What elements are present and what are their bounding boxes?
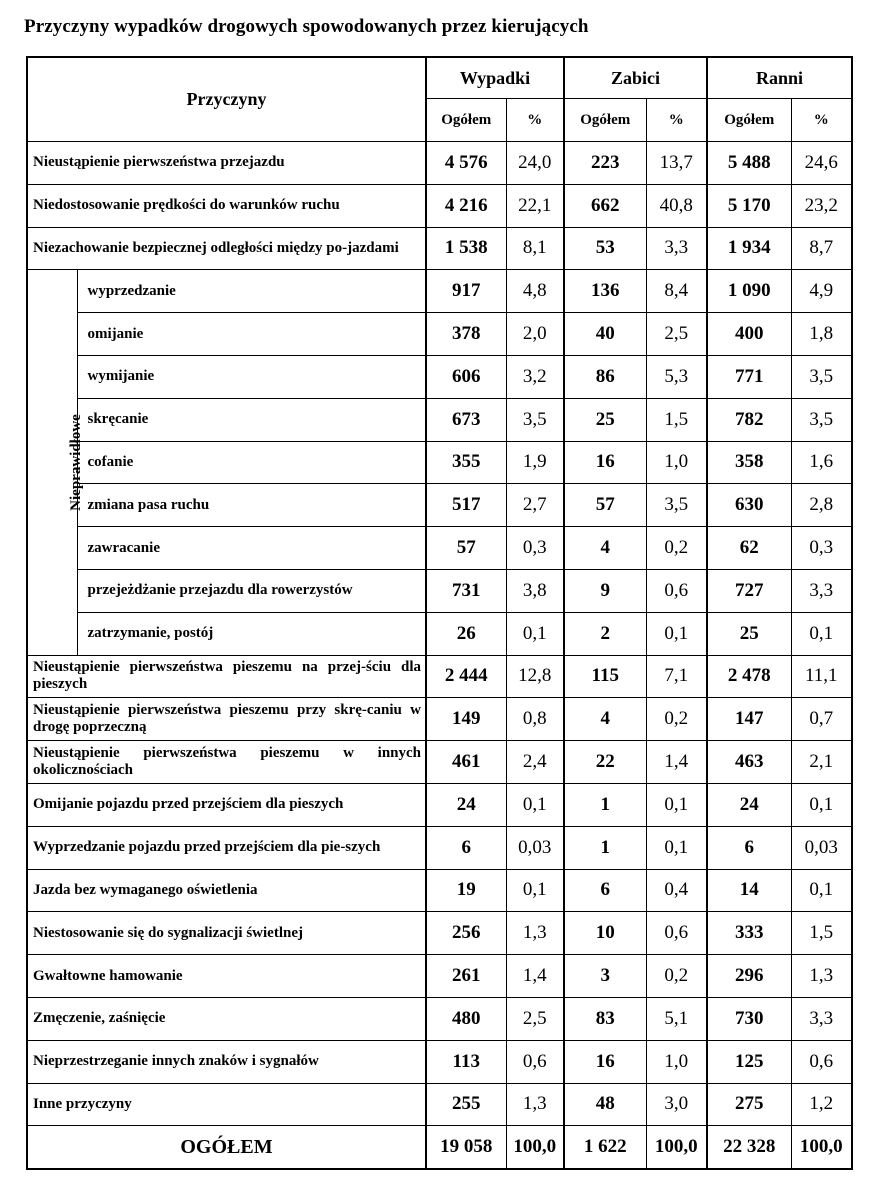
count-killed: 662 [564, 184, 646, 227]
pct-killed: 0,1 [646, 783, 707, 826]
pct-accidents: 22,1 [506, 184, 564, 227]
row-label: skręcanie [77, 398, 426, 441]
count-injured: 1 934 [707, 227, 791, 270]
row-label: wyprzedzanie [77, 270, 426, 313]
count-injured: 125 [707, 1040, 791, 1083]
pct-accidents: 0,6 [506, 1040, 564, 1083]
total-injured-pct: 100,0 [791, 1126, 852, 1170]
row-label: przejeżdżanie przejazdu dla rowerzystów [77, 569, 426, 612]
pct-accidents: 2,0 [506, 313, 564, 356]
pct-injured: 3,5 [791, 355, 852, 398]
pct-injured: 0,1 [791, 612, 852, 655]
count-killed: 86 [564, 355, 646, 398]
pct-injured: 2,8 [791, 484, 852, 527]
count-accidents: 4 576 [426, 142, 506, 185]
row-label: zmiana pasa ruchu [77, 484, 426, 527]
row-label: Nieustąpienie pierwszeństwa pieszemu na przej-ściu dla pieszych [27, 655, 426, 698]
pct-killed: 5,3 [646, 355, 707, 398]
count-injured: 463 [707, 741, 791, 784]
count-accidents: 149 [426, 698, 506, 741]
row-label: Gwałtowne hamowanie [27, 955, 426, 998]
count-injured: 24 [707, 783, 791, 826]
count-injured: 25 [707, 612, 791, 655]
pct-accidents: 2,4 [506, 741, 564, 784]
count-killed: 4 [564, 698, 646, 741]
pct-accidents: 3,5 [506, 398, 564, 441]
count-accidents: 26 [426, 612, 506, 655]
total-killed-pct: 100,0 [646, 1126, 707, 1170]
count-killed: 4 [564, 527, 646, 570]
pct-injured: 0,1 [791, 783, 852, 826]
count-injured: 5 488 [707, 142, 791, 185]
row-label: Niezachowanie bezpiecznej odległości między po-jazdami [27, 227, 426, 270]
pct-killed: 2,5 [646, 313, 707, 356]
total-accidents: 19 058 [426, 1126, 506, 1170]
count-accidents: 113 [426, 1040, 506, 1083]
count-killed: 6 [564, 869, 646, 912]
pct-killed: 3,5 [646, 484, 707, 527]
pct-injured: 4,9 [791, 270, 852, 313]
count-accidents: 673 [426, 398, 506, 441]
count-killed: 48 [564, 1083, 646, 1126]
pct-accidents: 12,8 [506, 655, 564, 698]
pct-injured: 1,8 [791, 313, 852, 356]
pct-accidents: 24,0 [506, 142, 564, 185]
pct-killed: 3,0 [646, 1083, 707, 1126]
count-accidents: 261 [426, 955, 506, 998]
pct-injured: 1,5 [791, 912, 852, 955]
row-label: Wyprzedzanie pojazdu przed przejściem dla pie-szych [27, 826, 426, 869]
table-row [27, 955, 852, 998]
count-injured: 630 [707, 484, 791, 527]
row-label: omijanie [77, 313, 426, 356]
count-killed: 22 [564, 741, 646, 784]
row-label: Niestosowanie się do sygnalizacji świetlnej [27, 912, 426, 955]
pct-accidents: 1,9 [506, 441, 564, 484]
header-sub-pct: % [791, 99, 852, 142]
count-injured: 296 [707, 955, 791, 998]
pct-killed: 1,0 [646, 441, 707, 484]
count-accidents: 255 [426, 1083, 506, 1126]
row-label: Nieustąpienie pierwszeństwa przejazdu [27, 142, 426, 185]
pct-injured: 8,7 [791, 227, 852, 270]
table-row [27, 783, 852, 826]
count-injured: 333 [707, 912, 791, 955]
count-injured: 782 [707, 398, 791, 441]
count-injured: 62 [707, 527, 791, 570]
count-killed: 16 [564, 1040, 646, 1083]
count-killed: 9 [564, 569, 646, 612]
row-label: Niedostosowanie prędkości do warunków ruchu [27, 184, 426, 227]
header-sub-pct: % [506, 99, 564, 142]
header-group-wypadki: Wypadki [426, 57, 564, 99]
count-accidents: 2 444 [426, 655, 506, 698]
pct-accidents: 0,1 [506, 869, 564, 912]
pct-killed: 0,6 [646, 569, 707, 612]
pct-accidents: 2,5 [506, 997, 564, 1040]
pct-killed: 1,0 [646, 1040, 707, 1083]
count-killed: 10 [564, 912, 646, 955]
count-killed: 57 [564, 484, 646, 527]
table-row [27, 698, 852, 741]
pct-killed: 40,8 [646, 184, 707, 227]
pct-injured: 1,3 [791, 955, 852, 998]
table-row [27, 569, 852, 612]
count-injured: 771 [707, 355, 791, 398]
pct-accidents: 1,4 [506, 955, 564, 998]
count-killed: 83 [564, 997, 646, 1040]
table-row [27, 441, 852, 484]
count-killed: 25 [564, 398, 646, 441]
count-accidents: 517 [426, 484, 506, 527]
pct-accidents: 3,2 [506, 355, 564, 398]
row-label: wymijanie [77, 355, 426, 398]
count-injured: 6 [707, 826, 791, 869]
count-killed: 3 [564, 955, 646, 998]
pct-accidents: 1,3 [506, 1083, 564, 1126]
count-injured: 358 [707, 441, 791, 484]
count-killed: 2 [564, 612, 646, 655]
header-sub-pct: % [646, 99, 707, 142]
pct-killed: 1,5 [646, 398, 707, 441]
header-sub-total: Ogółem [426, 99, 506, 142]
accident-causes-table [26, 56, 853, 1170]
count-accidents: 19 [426, 869, 506, 912]
pct-injured: 0,6 [791, 1040, 852, 1083]
table-row [27, 869, 852, 912]
table-row [27, 826, 852, 869]
pct-injured: 23,2 [791, 184, 852, 227]
pct-accidents: 0,03 [506, 826, 564, 869]
count-killed: 1 [564, 826, 646, 869]
table-row [27, 227, 852, 270]
pct-accidents: 0,3 [506, 527, 564, 570]
total-label: OGÓŁEM [27, 1126, 426, 1170]
row-label: Jazda bez wymaganego oświetlenia [27, 869, 426, 912]
count-injured: 1 090 [707, 270, 791, 313]
count-accidents: 6 [426, 826, 506, 869]
table-row [27, 1040, 852, 1083]
count-injured: 5 170 [707, 184, 791, 227]
pct-accidents: 0,8 [506, 698, 564, 741]
row-label: Inne przyczyny [27, 1083, 426, 1126]
row-label: Nieustąpienie pierwszeństwa pieszemu w innych okolicznościach [27, 741, 426, 784]
pct-accidents: 0,1 [506, 783, 564, 826]
pct-injured: 0,7 [791, 698, 852, 741]
count-accidents: 4 216 [426, 184, 506, 227]
table-row [27, 612, 852, 655]
table-row [27, 313, 852, 356]
table-row [27, 997, 852, 1040]
pct-killed: 0,4 [646, 869, 707, 912]
header-sub-total: Ogółem [707, 99, 791, 142]
header-group-zabici: Zabici [564, 57, 707, 99]
table-row [27, 184, 852, 227]
header-sub-total: Ogółem [564, 99, 646, 142]
pct-killed: 7,1 [646, 655, 707, 698]
total-killed: 1 622 [564, 1126, 646, 1170]
pct-accidents: 1,3 [506, 912, 564, 955]
count-injured: 147 [707, 698, 791, 741]
row-label: Nieprzestrzeganie innych znaków i sygnałów [27, 1040, 426, 1083]
count-killed: 136 [564, 270, 646, 313]
count-accidents: 461 [426, 741, 506, 784]
count-killed: 223 [564, 142, 646, 185]
count-injured: 400 [707, 313, 791, 356]
pct-injured: 0,03 [791, 826, 852, 869]
pct-killed: 0,1 [646, 612, 707, 655]
pct-killed: 0,2 [646, 698, 707, 741]
pct-killed: 0,2 [646, 955, 707, 998]
pct-killed: 13,7 [646, 142, 707, 185]
group-label: Nieprawidłowe [67, 414, 84, 512]
pct-injured: 3,5 [791, 398, 852, 441]
row-label: cofanie [77, 441, 426, 484]
table-row [27, 527, 852, 570]
count-killed: 1 [564, 783, 646, 826]
pct-injured: 0,1 [791, 869, 852, 912]
pct-killed: 1,4 [646, 741, 707, 784]
pct-injured: 3,3 [791, 997, 852, 1040]
table-row [27, 270, 852, 313]
row-label: Omijanie pojazdu przed przejściem dla pieszych [27, 783, 426, 826]
count-injured: 275 [707, 1083, 791, 1126]
row-label: Zmęczenie, zaśnięcie [27, 997, 426, 1040]
count-injured: 14 [707, 869, 791, 912]
pct-killed: 0,6 [646, 912, 707, 955]
table-row [27, 355, 852, 398]
count-accidents: 1 538 [426, 227, 506, 270]
pct-killed: 8,4 [646, 270, 707, 313]
count-injured: 2 478 [707, 655, 791, 698]
count-accidents: 731 [426, 569, 506, 612]
count-killed: 115 [564, 655, 646, 698]
pct-accidents: 3,8 [506, 569, 564, 612]
row-label: zatrzymanie, postój [77, 612, 426, 655]
count-accidents: 917 [426, 270, 506, 313]
pct-accidents: 8,1 [506, 227, 564, 270]
total-accidents-pct: 100,0 [506, 1126, 564, 1170]
row-label: zawracanie [77, 527, 426, 570]
table-row [27, 142, 852, 185]
count-accidents: 606 [426, 355, 506, 398]
count-injured: 730 [707, 997, 791, 1040]
table-title: Przyczyny wypadków drogowych spowodowanych przez kierujących [24, 16, 589, 37]
header-reasons: Przyczyny [27, 57, 426, 142]
table-row [27, 912, 852, 955]
count-accidents: 480 [426, 997, 506, 1040]
count-killed: 53 [564, 227, 646, 270]
count-accidents: 378 [426, 313, 506, 356]
group-label-cell [27, 270, 84, 655]
count-injured: 727 [707, 569, 791, 612]
table-row [27, 655, 852, 698]
pct-accidents: 0,1 [506, 612, 564, 655]
pct-injured: 0,3 [791, 527, 852, 570]
table-row [27, 398, 852, 441]
table-row [27, 484, 852, 527]
pct-injured: 1,6 [791, 441, 852, 484]
pct-killed: 5,1 [646, 997, 707, 1040]
count-accidents: 355 [426, 441, 506, 484]
pct-injured: 11,1 [791, 655, 852, 698]
row-label: Nieustąpienie pierwszeństwa pieszemu przy skrę-caniu w drogę poprzeczną [27, 698, 426, 741]
table-row [27, 1083, 852, 1126]
table-row [27, 741, 852, 784]
pct-accidents: 2,7 [506, 484, 564, 527]
count-accidents: 57 [426, 527, 506, 570]
count-accidents: 24 [426, 783, 506, 826]
pct-injured: 2,1 [791, 741, 852, 784]
header-group-ranni: Ranni [707, 57, 852, 99]
pct-killed: 3,3 [646, 227, 707, 270]
pct-injured: 3,3 [791, 569, 852, 612]
pct-killed: 0,1 [646, 826, 707, 869]
count-accidents: 256 [426, 912, 506, 955]
pct-accidents: 4,8 [506, 270, 564, 313]
count-killed: 16 [564, 441, 646, 484]
total-row [27, 1126, 852, 1170]
count-killed: 40 [564, 313, 646, 356]
pct-injured: 24,6 [791, 142, 852, 185]
pct-killed: 0,2 [646, 527, 707, 570]
pct-injured: 1,2 [791, 1083, 852, 1126]
total-injured: 22 328 [707, 1126, 791, 1170]
